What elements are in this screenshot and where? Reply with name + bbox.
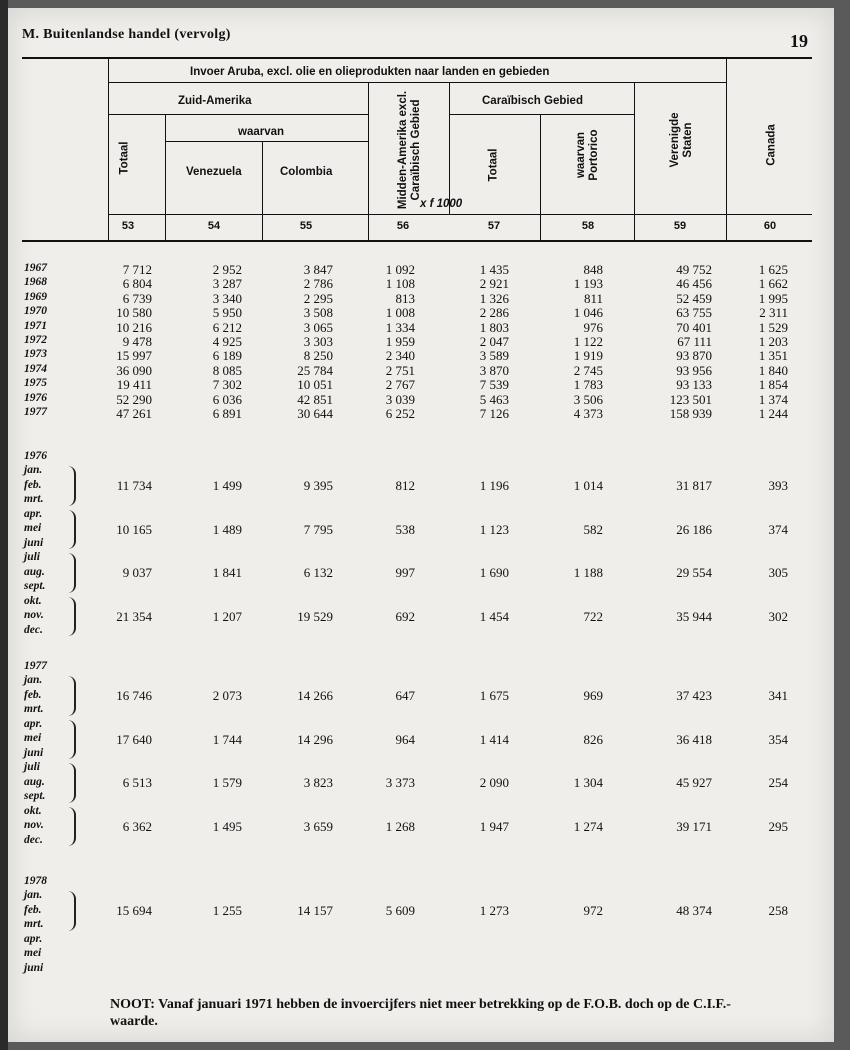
table-cell: 1 841 — [212, 565, 242, 580]
row-label: juni — [24, 746, 44, 759]
table-cell: 4 925 — [212, 334, 242, 349]
divider-56-57 — [449, 82, 450, 214]
table-cell: 1 579 — [212, 775, 242, 790]
table-cell: 39 171 — [676, 818, 712, 834]
table-cell: 3 065 — [303, 319, 333, 335]
table-cell: 5 609 — [385, 903, 415, 918]
table-cell: 10 580 — [116, 305, 152, 321]
row-label: nov. — [24, 609, 44, 621]
row-label: jan. — [24, 464, 43, 476]
table-cell: 1 203 — [758, 334, 788, 349]
column-number-56: 56 — [396, 220, 410, 232]
row-label: 1971 — [24, 319, 47, 332]
table-cell: 31 817 — [676, 478, 712, 493]
table-cell: 48 374 — [676, 903, 712, 918]
table-cell: 6 891 — [212, 406, 242, 421]
row-label: 1969 — [24, 290, 47, 303]
unit-label: x f 1000 — [420, 198, 463, 210]
table-cell: 6 513 — [122, 775, 152, 790]
table-cell: 2 952 — [212, 262, 242, 277]
row-label: 1972 — [24, 334, 47, 346]
divider-58-59 — [634, 82, 635, 242]
table-cell: 393 — [768, 478, 788, 493]
quarter-brace — [64, 597, 76, 637]
table-cell: 1 207 — [212, 608, 242, 624]
table-cell: 2 340 — [385, 348, 415, 364]
group-label-caribbean: Caraïbisch Gebied — [482, 95, 583, 107]
table-cell: 49 752 — [676, 262, 712, 277]
table-cell: 1 947 — [479, 818, 509, 834]
column-label-55: Colombia — [280, 166, 333, 178]
table-cell: 47 261 — [116, 406, 152, 421]
table-cell: 1 414 — [479, 731, 509, 747]
row-label: feb. — [24, 688, 42, 701]
divider-55-56 — [368, 82, 369, 242]
row-label: feb. — [24, 903, 42, 916]
row-label: 1973 — [24, 348, 47, 361]
table-cell: 1 374 — [758, 391, 788, 407]
table-cell: 10 165 — [116, 521, 152, 537]
table-cell: 2 745 — [573, 362, 603, 378]
table-cell: 1 499 — [212, 478, 242, 493]
divider-stub-numbers — [108, 214, 109, 242]
row-label: 1976 — [24, 450, 47, 462]
table-cell: 3 847 — [303, 262, 333, 277]
table-cell: 295 — [768, 818, 788, 834]
table-cell: 3 373 — [385, 775, 415, 790]
row-label: 1975 — [24, 377, 47, 390]
table-cell: 21 354 — [116, 608, 152, 624]
table-cell: 6 132 — [303, 565, 333, 580]
table-cell: 19 411 — [116, 377, 152, 393]
divider-57-58 — [540, 114, 541, 242]
table-cell: 1 675 — [479, 688, 509, 703]
table-cell: 722 — [583, 608, 603, 624]
table-cell: 647 — [395, 688, 415, 703]
table-cell: 5 950 — [212, 305, 242, 321]
table-cell: 1 959 — [385, 334, 415, 349]
table-cell: 692 — [395, 608, 415, 624]
table-cell: 2 073 — [212, 688, 242, 703]
table-cell: 1 662 — [758, 276, 788, 292]
colnum-rule-bottom — [22, 240, 812, 242]
table-cell: 305 — [768, 565, 788, 580]
quarter-brace — [64, 510, 76, 550]
quarter-brace — [64, 553, 76, 593]
top-rule — [22, 57, 812, 59]
row-label: mei — [24, 947, 42, 959]
quarter-brace — [64, 807, 76, 847]
column-number-58: 58 — [581, 220, 595, 232]
table-cell: 17 640 — [116, 731, 152, 747]
table-cell: 45 927 — [676, 775, 712, 790]
table-cell: 976 — [583, 319, 603, 335]
row-label: apr. — [24, 507, 43, 520]
table-cell: 1 268 — [385, 818, 415, 834]
row-label: 1967 — [24, 262, 47, 274]
table-cell: 36 418 — [676, 731, 712, 747]
table-cell: 93 133 — [676, 377, 712, 393]
table-cell: 7 539 — [479, 377, 509, 393]
column-number-53: 53 — [121, 220, 135, 232]
row-label: mrt. — [24, 918, 44, 930]
section-title: M. Buitenlandse handel (vervolg) — [22, 27, 231, 42]
table-cell: 37 423 — [676, 688, 712, 703]
table-cell: 1 196 — [479, 478, 509, 493]
table-cell: 16 746 — [116, 688, 152, 703]
table-cell: 1 014 — [573, 478, 603, 493]
table-cell: 848 — [583, 262, 603, 277]
row-label: 1968 — [24, 276, 47, 289]
table-cell: 258 — [768, 903, 788, 918]
row-label: apr. — [24, 932, 43, 945]
table-cell: 15 997 — [116, 348, 152, 364]
table-cell: 1 529 — [758, 319, 788, 335]
row-label: 1974 — [24, 362, 47, 375]
row-label: 1978 — [24, 875, 47, 887]
row-label: aug. — [24, 565, 45, 578]
row-label: mei — [24, 522, 42, 534]
table-cell: 1 744 — [212, 731, 242, 747]
row-label: juli — [24, 551, 40, 563]
table-cell: 4 373 — [573, 406, 603, 421]
table-cell: 2 767 — [385, 377, 415, 393]
table-cell: 3 287 — [212, 276, 242, 292]
table-cell: 3 303 — [303, 334, 333, 349]
table-cell: 1 255 — [212, 903, 242, 918]
table-cell: 42 851 — [297, 391, 333, 407]
group-rule-south-america — [108, 114, 368, 115]
table-cell: 2 311 — [759, 305, 788, 321]
row-label: apr. — [24, 717, 43, 730]
row-label: feb. — [24, 478, 42, 491]
table-cell: 3 589 — [479, 348, 509, 364]
table-cell: 9 037 — [122, 565, 152, 580]
column-label-59: Verenigde Staten — [669, 112, 694, 168]
table-cell: 1 108 — [385, 276, 415, 292]
row-label: 1977 — [24, 660, 47, 672]
column-number-55: 55 — [299, 220, 313, 232]
table-cell: 46 456 — [676, 276, 712, 292]
table-cell: 972 — [583, 903, 603, 918]
quarter-brace — [64, 891, 76, 931]
table-cell: 1 803 — [479, 319, 509, 335]
table-cell: 811 — [583, 290, 603, 306]
row-label: jan. — [24, 889, 43, 901]
table-cell: 354 — [768, 731, 788, 747]
table-cell: 1 435 — [479, 262, 509, 277]
waarvan-label: waarvan — [238, 126, 285, 138]
table-cell: 302 — [768, 608, 788, 624]
table-cell: 123 501 — [669, 391, 712, 407]
row-label: aug. — [24, 775, 45, 788]
table-cell: 1 919 — [573, 348, 603, 364]
row-label: dec. — [24, 833, 43, 846]
table-cell: 7 712 — [122, 262, 152, 277]
table-cell: 969 — [583, 688, 603, 703]
table-cell: 1 489 — [212, 521, 242, 537]
footnote: NOOT: Vanaf januari 1971 hebben de invoercijfers niet meer betrekking op de F.O.B. doch op de C.I.F.-waarde. — [110, 997, 731, 1029]
table-cell: 1 334 — [385, 319, 415, 335]
page-binding-edge — [0, 0, 8, 1050]
group-label-south-america: Zuid-Amerika — [178, 95, 252, 107]
table-cell: 2 921 — [479, 276, 509, 292]
table-cell: 67 111 — [677, 334, 712, 349]
table-cell: 2 751 — [385, 362, 415, 378]
table-cell: 1 188 — [573, 565, 603, 580]
column-number-54: 54 — [207, 220, 221, 232]
table-cell: 10 216 — [116, 319, 152, 335]
column-label-60: Canada — [765, 124, 778, 166]
table-cell: 6 739 — [122, 290, 152, 306]
table-cell: 30 644 — [297, 406, 333, 421]
table-cell: 7 302 — [212, 377, 242, 393]
table-cell: 3 823 — [303, 775, 333, 790]
table-cell: 812 — [395, 478, 415, 493]
quarter-brace — [64, 676, 76, 716]
row-label: okt. — [24, 594, 42, 607]
row-label: sept. — [24, 790, 46, 802]
table-cell: 1 351 — [758, 348, 788, 364]
table-cell: 1 690 — [479, 565, 509, 580]
column-label-58: waarvan Portorico — [575, 129, 600, 181]
column-label-57: Totaal — [487, 148, 500, 182]
table-cell: 3 506 — [573, 391, 603, 407]
table-cell: 1 840 — [758, 362, 788, 378]
table-cell: 1 193 — [573, 276, 603, 292]
table-cell: 1 495 — [212, 818, 242, 834]
divider-59-60 — [726, 57, 727, 242]
table-cell: 2 286 — [479, 305, 509, 321]
table-cell: 3 508 — [303, 305, 333, 321]
table-cell: 582 — [583, 521, 603, 537]
table-cell: 93 956 — [676, 362, 712, 378]
quarter-brace — [64, 720, 76, 760]
table-cell: 1 122 — [573, 334, 603, 349]
table-cell: 19 529 — [297, 608, 333, 624]
table-cell: 826 — [583, 731, 603, 747]
table-cell: 3 039 — [385, 391, 415, 407]
row-label: sept. — [24, 580, 46, 592]
page-number: 19 — [790, 31, 808, 51]
row-label: juni — [24, 961, 44, 974]
table-cell: 1 046 — [573, 305, 603, 321]
group-rule-caribbean — [449, 114, 634, 115]
row-label: mrt. — [24, 703, 44, 715]
row-label: mei — [24, 732, 42, 744]
table-cell: 3 340 — [212, 290, 242, 306]
table-cell: 11 734 — [116, 478, 152, 493]
table-cell: 35 944 — [676, 608, 712, 624]
table-cell: 6 212 — [212, 319, 242, 335]
divider-54-55 — [262, 141, 263, 242]
table-cell: 1 625 — [758, 262, 788, 277]
table-cell: 63 755 — [676, 305, 712, 321]
table-main-title: Invoer Aruba, excl. olie en olieprodukten naar landen en gebieden — [190, 66, 550, 78]
table-cell: 1 783 — [573, 377, 603, 393]
quarter-brace — [64, 466, 76, 506]
table-cell: 29 554 — [676, 565, 712, 580]
table-cell: 70 401 — [676, 319, 712, 335]
table-cell: 7 126 — [479, 406, 509, 421]
table-cell: 9 395 — [303, 478, 333, 493]
table-cell: 1 454 — [479, 608, 509, 624]
row-label: jan. — [24, 674, 43, 686]
table-cell: 538 — [395, 521, 415, 537]
table-cell: 1 274 — [573, 818, 603, 834]
table-cell: 254 — [768, 775, 788, 790]
table-cell: 1 244 — [758, 406, 788, 421]
table-cell: 3 870 — [479, 362, 509, 378]
table-cell: 3 659 — [303, 818, 333, 834]
column-number-57: 57 — [487, 220, 501, 232]
row-label: okt. — [24, 804, 42, 817]
table-cell: 964 — [395, 731, 415, 747]
column-number-59: 59 — [673, 220, 687, 232]
table-cell: 26 186 — [676, 521, 712, 537]
table-cell: 813 — [395, 290, 415, 306]
table-cell: 5 463 — [479, 391, 509, 407]
table-cell: 2 295 — [303, 290, 333, 306]
table-cell: 1 123 — [479, 521, 509, 537]
table-cell: 9 478 — [122, 334, 152, 349]
row-label: 1970 — [24, 305, 47, 318]
table-cell: 6 362 — [122, 818, 152, 834]
column-label-56: Midden-Amerika excl. Caraïbisch Gebied — [397, 90, 422, 210]
row-label: nov. — [24, 819, 44, 831]
table-cell: 158 939 — [669, 406, 712, 421]
table-cell: 6 036 — [212, 391, 242, 407]
table-cell: 36 090 — [116, 362, 152, 378]
table-cell: 1 854 — [758, 377, 788, 393]
column-label-54: Venezuela — [186, 166, 242, 178]
table-cell: 2 090 — [479, 775, 509, 790]
row-label: dec. — [24, 623, 43, 636]
column-number-60: 60 — [763, 220, 777, 232]
row-label: 1977 — [24, 406, 47, 418]
table-cell: 1 273 — [479, 903, 509, 918]
table-cell: 374 — [768, 521, 788, 537]
row-label: juni — [24, 536, 44, 549]
quarter-brace — [64, 763, 76, 803]
table-cell: 14 157 — [297, 903, 333, 918]
table-cell: 1 092 — [385, 262, 415, 277]
row-label: mrt. — [24, 493, 44, 505]
table-cell: 25 784 — [297, 362, 333, 378]
table-cell: 2 786 — [303, 276, 333, 292]
table-cell: 6 189 — [212, 348, 242, 364]
table-cell: 14 296 — [297, 731, 333, 747]
table-cell: 15 694 — [116, 903, 152, 918]
table-cell: 1 304 — [573, 775, 603, 790]
table-cell: 341 — [768, 688, 788, 703]
table-cell: 8 085 — [212, 362, 242, 378]
row-label: juli — [24, 761, 40, 773]
divider-53-54 — [165, 114, 166, 242]
table-cell: 6 252 — [385, 406, 415, 421]
table-cell: 8 250 — [303, 348, 333, 364]
waarvan-rule — [165, 141, 368, 142]
table-cell: 1 995 — [758, 290, 788, 306]
table-cell: 1 008 — [385, 305, 415, 321]
table-cell: 14 266 — [297, 688, 333, 703]
table-cell: 997 — [395, 565, 415, 580]
colnum-rule-top — [108, 214, 812, 215]
table-cell: 1 326 — [479, 290, 509, 306]
table-cell: 2 047 — [479, 334, 509, 349]
table-cell: 7 795 — [303, 521, 333, 537]
column-label-53: Totaal — [118, 141, 131, 175]
row-label: 1976 — [24, 391, 47, 404]
table-cell: 52 290 — [116, 391, 152, 407]
table-cell: 52 459 — [676, 290, 712, 306]
table-cell: 10 051 — [297, 377, 333, 393]
table-cell: 93 870 — [676, 348, 712, 364]
table-cell: 6 804 — [122, 276, 152, 292]
